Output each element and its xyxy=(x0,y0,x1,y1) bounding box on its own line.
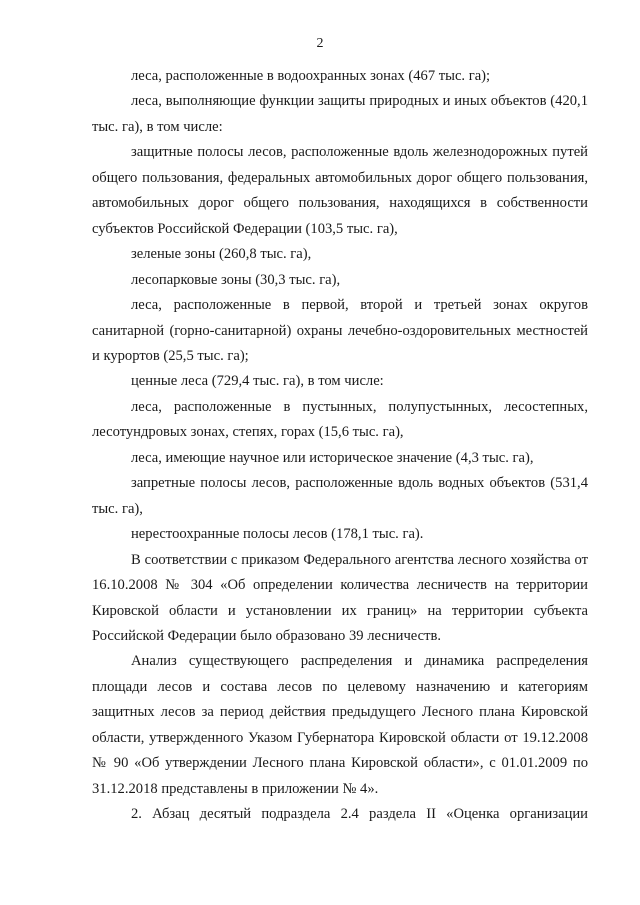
paragraph: леса, выполняющие функции защиты природных и иных объектов (420,1 тыс. га), в том числе: xyxy=(92,93,588,135)
paragraph: леса, расположенные в первой, второй и третьей зонах округов санитарной (горно-санитарной) охраны лечебно-оздоровительных местностей и курортов (25,5 тыс. га); xyxy=(92,297,588,364)
paragraph: ценные леса (729,4 тыс. га), в том числе: xyxy=(131,373,384,390)
paragraph: зеленые зоны (260,8 тыс. га), xyxy=(131,246,312,263)
paragraph: леса, имеющие научное или историческое значение (4,3 тыс. га), xyxy=(131,449,534,466)
paragraph: запретные полосы лесов, расположенные вдоль водных объектов (531,4 тыс. га), xyxy=(92,475,588,517)
paragraph: лесопарковые зоны (30,3 тыс. га), xyxy=(131,271,341,288)
paragraph: леса, расположенные в пустынных, полупустынных, лесостепных, лесотундровых зонах, степях, горах (15,6 тыс. га), xyxy=(92,398,588,441)
paragraph: В соответствии с приказом Федерального агентства лесного хозяйства от 16.10.2008 № 304 «Об определении количества лесничеств на территории Кировской области и установлении их границ» на территории субъекта Российской Федерации было образовано 39 лесничеств. xyxy=(92,551,588,644)
paragraph: защитные полосы лесов, расположенные вдоль железнодорожных путей общего пользования, федеральных автомобильных дорог общего пользования, автомобильных дорог общего пользования, находящихся в собственности субъектов Российской Федерации (103,5 тыс. га), xyxy=(92,144,588,237)
page-number: 2 xyxy=(316,36,324,51)
paragraph: леса, расположенные в водоохранных зонах (467 тыс. га); xyxy=(131,68,491,84)
paragraph: Анализ существующего распределения и динамика распределения площади лесов и состава лесов по целевому назначению и категориям защитных лесов за период действия предыдущего Лесного плана Кировской области, утвержденного Указом Губернатора Кировской области от 19.12.2008 № 90 «Об утверждении Лесного плана Кировской области», с 01.01.2009 по 31.12.2018 представлены в приложении № 4». xyxy=(92,653,588,797)
paragraph: 2. Абзац десятый подраздела 2.4 раздела II «Оценка организации xyxy=(131,806,588,823)
document-body xyxy=(92,64,588,828)
paragraph: нерестоохранные полосы лесов (178,1 тыс. га). xyxy=(131,526,424,543)
